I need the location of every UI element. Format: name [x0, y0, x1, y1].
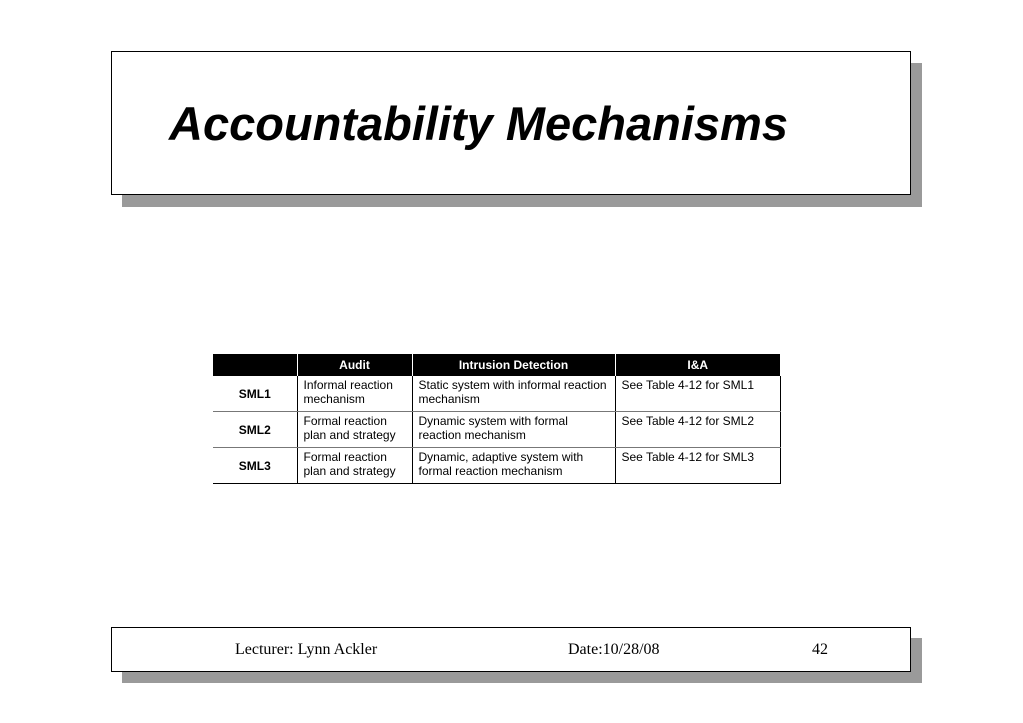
footer-lecturer: Lecturer: Lynn Ackler [235, 641, 378, 658]
intrusion-detection-cell: Static system with informal reaction mechanism [412, 376, 615, 412]
audit-cell: Formal reaction plan and strategy [297, 448, 412, 484]
ia-cell: See Table 4-12 for SML2 [615, 412, 780, 448]
audit-cell: Formal reaction plan and strategy [297, 412, 412, 448]
sml-table-container [213, 354, 780, 484]
ia-cell: See Table 4-12 for SML1 [615, 376, 780, 412]
table-row [213, 376, 780, 412]
header-audit: Audit [297, 354, 412, 376]
header-corner [213, 354, 297, 376]
footer-date: Date:10/28/08 [568, 641, 660, 658]
ia-cell: See Table 4-12 for SML3 [615, 448, 780, 484]
footer-box [111, 627, 911, 672]
slide-title: Accountability Mechanisms [169, 97, 788, 150]
table-header-row [213, 354, 780, 376]
intrusion-detection-cell: Dynamic, adaptive system with formal reaction mechanism [412, 448, 615, 484]
header-ia: I&A [615, 354, 780, 376]
table-row [213, 412, 780, 448]
row-level-cell: SML1 [213, 376, 297, 412]
row-level-cell: SML3 [213, 448, 297, 484]
title-box [111, 51, 911, 195]
sml-table [213, 354, 781, 484]
header-intrusion-detection: Intrusion Detection [412, 354, 615, 376]
table-row [213, 448, 780, 484]
footer-page-number: 42 [812, 641, 828, 658]
row-level-cell: SML2 [213, 412, 297, 448]
audit-cell: Informal reaction mechanism [297, 376, 412, 412]
intrusion-detection-cell: Dynamic system with formal reaction mechanism [412, 412, 615, 448]
